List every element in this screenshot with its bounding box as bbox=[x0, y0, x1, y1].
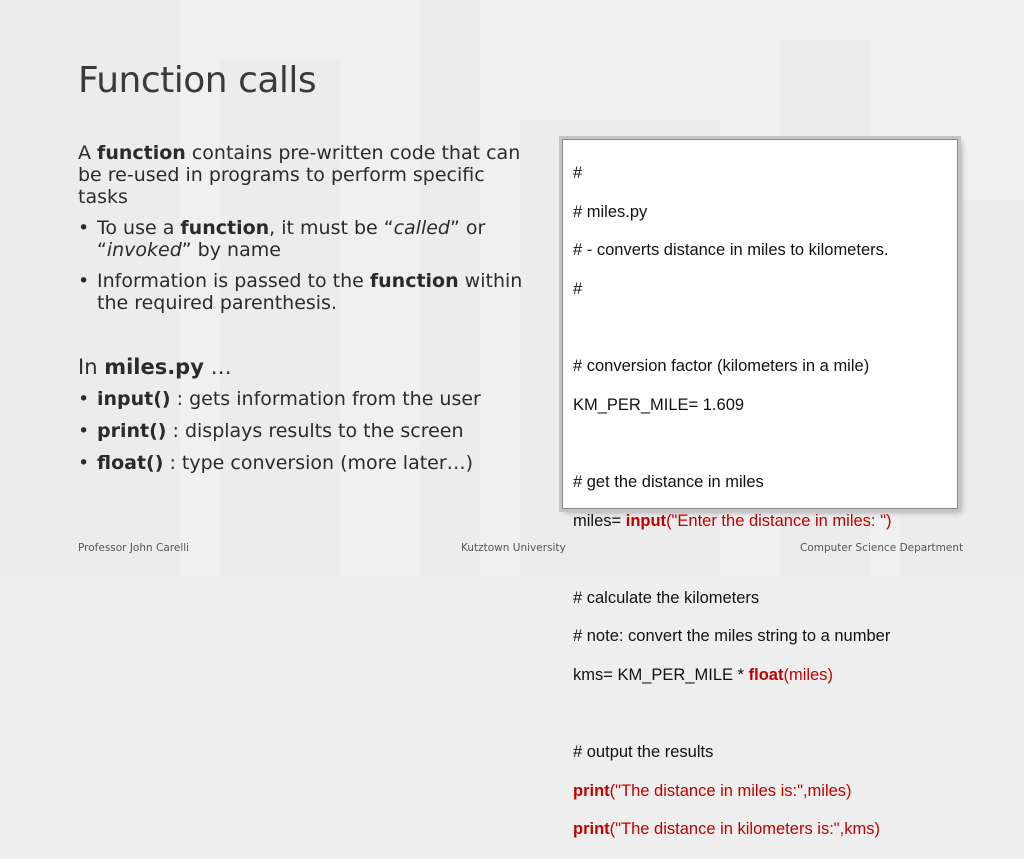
code-line: # bbox=[573, 164, 583, 183]
text: ” or “ bbox=[97, 217, 486, 261]
footer-author: Professor John Carelli bbox=[78, 542, 190, 554]
function-name: input() bbox=[97, 388, 171, 410]
bullet-information-passed bbox=[78, 270, 528, 314]
miles-bullets bbox=[78, 388, 538, 474]
code-keyword: input bbox=[625, 511, 667, 530]
text: Information is passed to the bbox=[97, 270, 370, 292]
text: In bbox=[78, 355, 105, 379]
footer-university: Kutztown University bbox=[461, 542, 566, 554]
bullet-print bbox=[78, 420, 538, 442]
text-bold: miles.py bbox=[104, 355, 204, 379]
code-text: miles= bbox=[573, 511, 626, 530]
text: A bbox=[78, 142, 98, 164]
miles-section bbox=[78, 356, 538, 474]
text-italic: invoked bbox=[106, 239, 182, 261]
code-args: ("The distance in kilometers is:",kms) bbox=[609, 820, 880, 839]
code-line: # conversion factor (kilometers in a mile) bbox=[573, 357, 870, 376]
text-bold: function bbox=[369, 270, 459, 292]
code-args: (miles) bbox=[783, 666, 833, 685]
code-line: # get the distance in miles bbox=[573, 473, 764, 492]
text-bold: function bbox=[97, 142, 186, 164]
code-args: ("Enter the distance in miles: ") bbox=[666, 511, 892, 530]
text: within the required parenthesis. bbox=[97, 270, 523, 314]
footer-department: Computer Science Department bbox=[800, 542, 964, 554]
code-line: KM_PER_MILE= 1.609 bbox=[573, 395, 745, 414]
code-line-input bbox=[573, 512, 947, 531]
code-keyword: print bbox=[573, 781, 610, 800]
code-keyword: print bbox=[573, 820, 610, 839]
function-name: print() bbox=[97, 420, 167, 442]
function-desc: : gets information from the user bbox=[170, 388, 481, 410]
bullet-input bbox=[78, 388, 538, 410]
code-line: # - converts distance in miles to kilometers. bbox=[573, 241, 889, 260]
intro-section bbox=[78, 142, 528, 314]
code-line: # bbox=[573, 280, 583, 299]
function-desc: : displays results to the screen bbox=[166, 420, 464, 442]
code-line: # miles.py bbox=[573, 202, 648, 221]
intro-bullets bbox=[78, 217, 528, 314]
code-line: # calculate the kilometers bbox=[573, 588, 760, 607]
text-bold: function bbox=[180, 217, 270, 239]
text: To use a bbox=[97, 217, 181, 239]
code-text: kms= KM_PER_MILE * bbox=[573, 666, 749, 685]
slide-title: Function calls bbox=[78, 60, 317, 101]
text: … bbox=[203, 355, 232, 379]
function-name: float() bbox=[97, 452, 164, 474]
code-blank-line bbox=[573, 705, 947, 724]
text: , it must be “ bbox=[269, 217, 394, 239]
text: contains pre-written code that can be re-used in programs to perform specific tasks bbox=[78, 142, 521, 208]
bullet-float bbox=[78, 452, 538, 474]
code-line-print bbox=[573, 820, 947, 839]
bullet-call-function bbox=[78, 217, 528, 261]
code-args: ("The distance in miles is:",miles) bbox=[609, 781, 852, 800]
text-italic: called bbox=[393, 217, 450, 239]
code-blank-line bbox=[573, 319, 947, 338]
code-blank-line bbox=[573, 434, 947, 453]
intro-paragraph bbox=[78, 142, 528, 208]
code-line-float bbox=[573, 666, 947, 685]
code-line: # output the results bbox=[573, 743, 714, 762]
code-line: # note: convert the miles string to a number bbox=[573, 627, 891, 646]
code-keyword: float bbox=[748, 666, 784, 685]
text: ” by name bbox=[181, 239, 281, 261]
code-line-print bbox=[573, 782, 947, 801]
miles-intro bbox=[78, 356, 538, 378]
function-desc: : type conversion (more later…) bbox=[163, 452, 474, 474]
